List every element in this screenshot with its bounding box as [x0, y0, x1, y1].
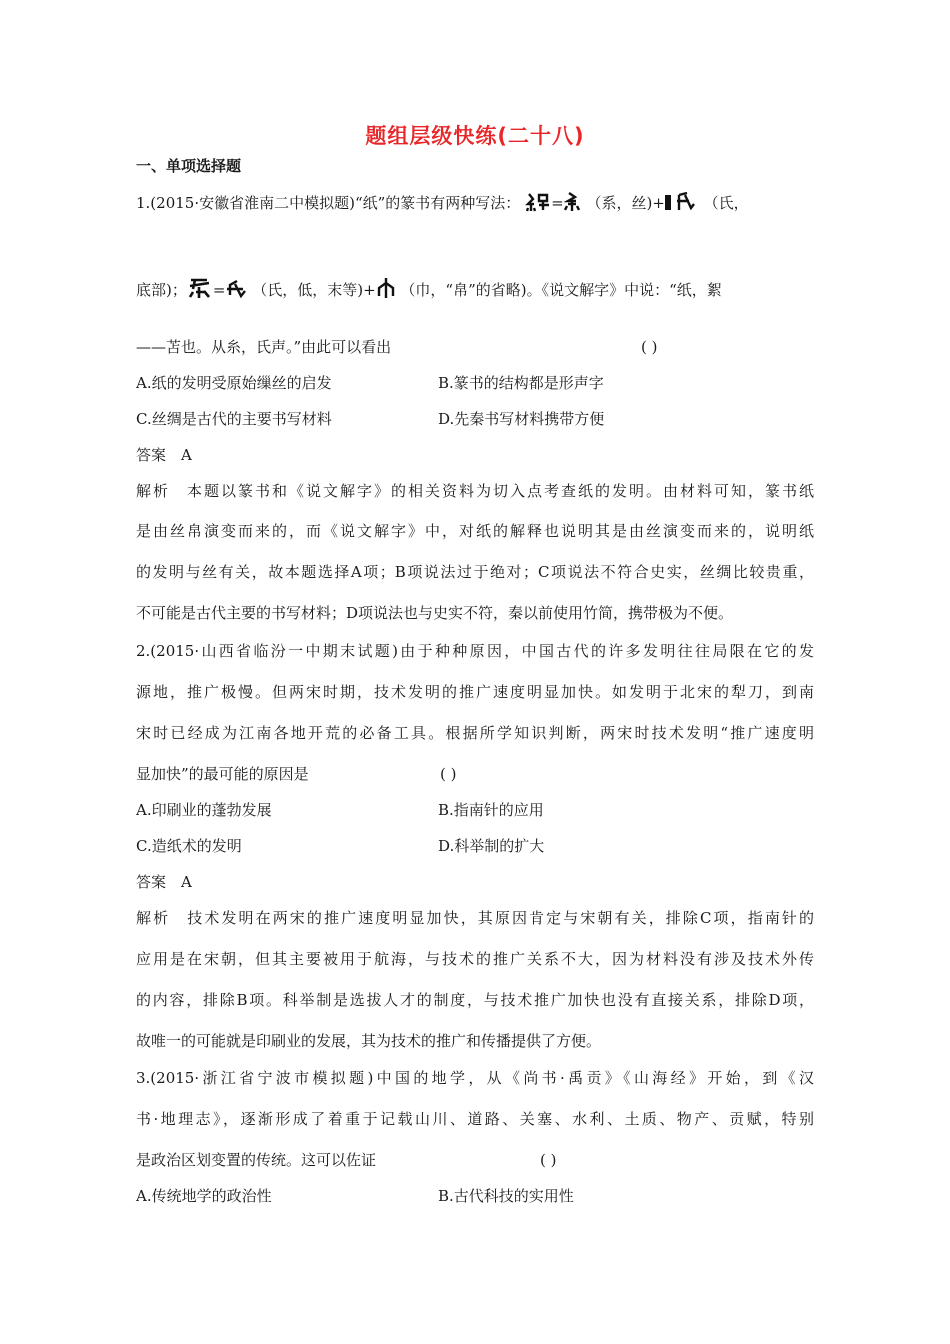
q3-option-b: B.古代科技的实用性: [438, 1187, 574, 1205]
q2-option-c: C.造纸术的发明: [136, 837, 242, 855]
q1-analysis-line-1: 解析 本题以篆书和《说文解字》的相关资料为切入点考查纸的发明。由材料可知，篆书纸: [136, 482, 814, 500]
q1-stem-text-5: （氏，低，末等)+: [252, 281, 376, 299]
q1-option-d: D.先秦书写材料携带方便: [438, 410, 605, 428]
q1-analysis-line-3: 的发明与丝有关，故本题选择A项；B项说法过于绝对；C项说法不符合史实，丝绸比较贵重，: [136, 563, 814, 581]
q1-stem-text-3: （氏，: [703, 194, 749, 212]
q2-stem-line-4: 显加快”的最可能的原因是: [136, 765, 309, 783]
q1-option-a: A.纸的发明受原始缫丝的启发: [136, 374, 332, 392]
q3-option-a: A.传统地学的政治性: [136, 1187, 272, 1205]
q3-answer-blank: ( ): [540, 1151, 557, 1169]
q1-stem-line-1: [136, 192, 749, 213]
q1-stem-line-3: ——苫也。从糸，氏声。”由此可以看出: [136, 338, 392, 356]
q2-analysis-line-3: 的内容，排除B项。科举制是选拔人才的制度，与技术推广加快也没有直接关系，排除D项，: [136, 991, 814, 1009]
q1-stem-text-2: （系，丝)+: [586, 194, 665, 212]
equals-sign-2: =: [212, 281, 226, 299]
q3-stem-line-3: 是政治区划变置的传统。这可以佐证: [136, 1151, 377, 1169]
section-heading: 一、单项选择题: [136, 157, 242, 175]
equals-sign: =: [551, 194, 564, 212]
q2-answer-blank: ( ): [440, 765, 457, 783]
page-title: 题组层级快练(二十八): [365, 124, 585, 148]
q1-stem-line-2: [136, 277, 722, 300]
q1-stem-text: 1.(2015·安徽省淮南二中模拟题)“纸”的篆书有两种写法：: [136, 194, 521, 212]
q2-stem-line-1: 2.(2015·山西省临汾一中期末试题)由于种种原因，中国古代的许多发明往往局限在它的发: [136, 642, 814, 660]
q2-analysis-line-4: 故唯一的可能就是印刷业的发展，其为技术的推广和传播提供了方便。: [136, 1032, 602, 1050]
q2-stem-line-2: 源地，推广极慢。但两宋时期，技术发明的推广速度明显加快。如发明于北宋的犁刀，到南: [136, 683, 814, 701]
seal-script-jin-glyph-icon: [376, 277, 396, 299]
q1-answer-blank: ( ): [641, 338, 658, 356]
seal-script-mi-glyph-icon: [564, 192, 582, 212]
q1-stem-text-4: 底部)；: [136, 281, 187, 299]
q2-stem-line-3: 宋时已经成为江南各地开荒的必备工具。根据所学知识判断，两宋时技术发明“推广速度明: [136, 724, 814, 742]
q2-option-b: B.指南针的应用: [438, 801, 544, 819]
q1-analysis-line-4: 不可能是古代主要的书写材料；D项说法也与史实不符，秦以前使用竹简，携带极为不便。: [136, 604, 734, 622]
q2-option-a: A.印刷业的蓬勃发展: [136, 801, 272, 819]
q2-analysis-line-1: 解析 技术发明在两宋的推广速度明显加快，其原因肯定与宋朝有关，排除C项，指南针的: [136, 909, 814, 927]
seal-script-zhi-glyph-icon: [525, 192, 551, 212]
q2-analysis-line-2: 应用是在宋朝，但其主要被用于航海，与技术的推广关系不大，因为材料没有涉及技术外传: [136, 950, 814, 968]
q2-option-d: D.科举制的扩大: [438, 837, 545, 855]
q1-option-c: C.丝绸是古代的主要书写材料: [136, 410, 332, 428]
q3-stem-line-1: 3.(2015·浙江省宁波市模拟题)中国的地学，从《尚书·禹贡》《山海经》开始，到《汉: [136, 1069, 814, 1087]
seal-script-di-glyph-icon: [187, 277, 213, 299]
q1-answer: 答案 A: [136, 446, 192, 464]
seal-script-shi-variant-glyph-icon: [225, 279, 247, 299]
q2-answer: 答案 A: [136, 873, 192, 891]
seal-script-shi-glyph-icon: [665, 192, 699, 212]
q1-option-b: B.篆书的结构都是形声字: [438, 374, 604, 392]
q1-analysis-line-2: 是由丝帛演变而来的，而《说文解字》中，对纸的解释也说明其是由丝演变而来的，说明纸: [136, 522, 814, 540]
q3-stem-line-2: 书·地理志》，逐渐形成了着重于记载山川、道路、关塞、水利、土质、物产、贡赋，特别: [136, 1110, 814, 1128]
q1-stem-text-6: （巾，“帛”的省略)。《说文解字》中说：“纸，絮: [400, 281, 722, 299]
